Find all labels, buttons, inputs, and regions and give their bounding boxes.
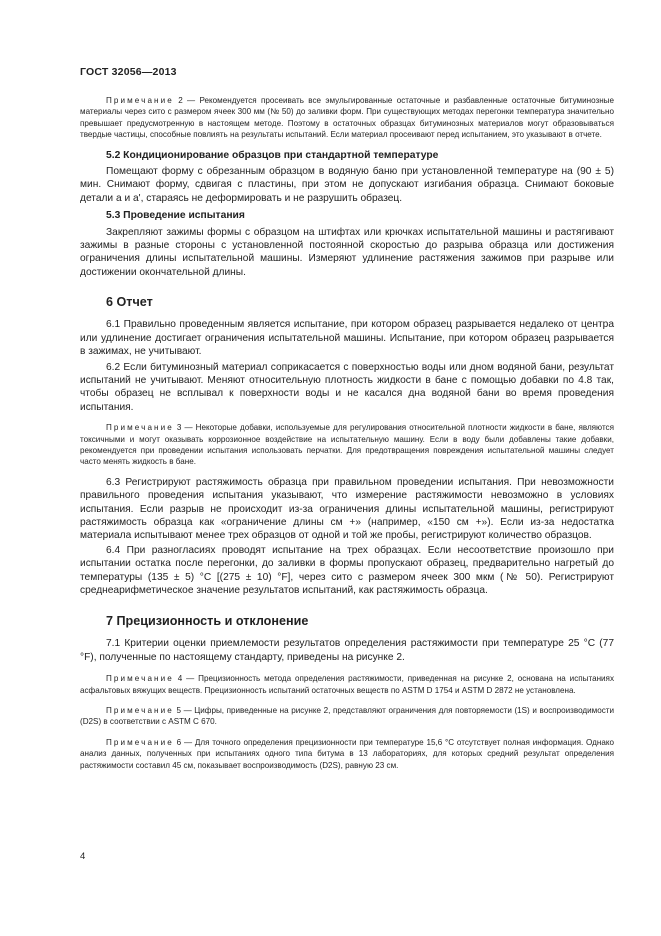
paragraph-5-3: Закрепляют зажимы формы с образцом на штифтах или крючках испытательной машины и растягивают зажимы в разные стороны с установленной постоянной скоростью до разрыва образца или достижения ограничения длины испытательной машины. Измеряют удлинение растяжения зажимов при разрыве или достижении окончательной длины. [80,226,614,278]
note-label: Примечание [106,96,174,105]
subsection-heading-5-2: 5.2 Кондиционирование образцов при стандартной температуре [106,149,439,161]
note-6 [80,737,614,771]
section-heading-6: 6 Отчет [106,295,153,310]
note-5 [80,705,614,728]
note-text: 4 — Прецизионность метода определения растяжимости, приведенная на рисунке 2, основана на испытаниях асфальтовых вяжущих веществ. Прецизионность испытаний остаточных веществ по ASTM D 1754 и ASTM D 2872 не установлена. [80,674,614,695]
note-text: 3 — Некоторые добавки, используемые для регулирования относительной плотности жидкости в бане, являются токсичными и могут оказывать коррозионное воздействие на испытательную машину. Если в воду были добавлены такие добавки, рекомендуется при проведении испытания использовать перчатки. Для предотвращения повреждения испытательной машины следует часто менять жидкость в бане. [80,423,614,467]
paragraph-6-3: 6.3 Регистрируют растяжимость образца при правильном проведении испытания. При невозможности правильного проведения испытания указывают, что измерение растяжимости невозможно в условиях испытания. Если разрыв не происходит из-за ограничения длины испытательной машины, регистрируют растяжимость образца как «ограничение длины см +» (например, «150 см +»). Если из-за недостатка материала испытывают менее трех образцов от одной и той же пробы, регистрируют количество образцов. [80,476,614,542]
note-4 [80,673,614,696]
section-heading-7: 7 Прецизионность и отклонение [106,614,309,629]
note-label: Примечание [106,737,174,747]
page-content [80,95,614,771]
note-3 [80,422,614,468]
note-2 [80,95,614,141]
subsection-heading-5-3: 5.3 Проведение испытания [106,210,245,222]
paragraph-6-2: 6.2 Если битуминозный материал соприкасается с поверхностью воды или дном водяной бани, результат испытаний не учитывают. Меняют относительную плотность жидкости в бане с помощью добавки по 4.8 так, чтобы образец не всплывал к поверхности воды и не касался дна водяной бани во время проведения испытания. [80,361,614,413]
paragraph-7-1: 7.1 Критерии оценки приемлемости результатов определения растяжимости при температуре 25 °С (77 °F), полученные по настоящему стандарту, приведены на рисунке 2. [80,638,614,663]
paragraph-6-4: 6.4 При разногласиях проводят испытание на трех образцах. Если несоответствие произошло при испытании остатка после перегонки, до заливки в формы пропускают образец, предварительно нагретый до температуры (135 ± 5) °С [(275 ± 10) °F], через сито с размером ячеек 300 мкм (№ 50). Регистрируют среднеарифметическое значение результатов испытаний, как растяжимость образца. [80,544,614,596]
note-text: 6 — Для точного определения прецизионности при температуре 15,6 °С отсутствует полная информация. Однако анализ данных, полученных при испытаниях одного типа битума в 13 лабораториях, для которых средний результат определения растяжимости составил 45 см, показывает воспроизводимость (D2S), равную 23 см. [80,737,614,770]
note-label: Примечание [106,674,174,684]
document-header: ГОСТ 32056—2013 [80,66,177,78]
note-label: Примечание [106,706,174,716]
page-number: 4 [80,851,86,862]
note-text: 2 — Рекомендуется просеивать все эмульгированные остаточные и разбавленные остаточные битуминозные материалы через сито с размером ячеек 300 мм (№ 50) до заливки форм. При существующих методах перегонки температура значительно превышает предусмотренную в настоящем методе. Поэтому в остаточных образцах битуминозных материалов могут образовываться твердые частицы, способные повлиять на результаты испытаний. Если материал просеивают перед испытанием, это указывают в отчете. [80,96,614,140]
paragraph-5-2: Помещают форму с обрезанным образцом в водяную баню при установленной температуре на (90 ± 5) мин. Снимают форму, сдвигая с пластины, при этом не допускают изгибания образца. Снимают боковые детали a и a', стараясь не деформировать и не разрушить образец. [80,166,614,204]
note-text: 5 — Цифры, приведенные на рисунке 2, представляют ограничения для повторяемости (1S) и воспроизводимости (D2S) в соответствии с ASTM C 670. [80,706,614,727]
note-label: Примечание [106,423,174,433]
paragraph-6-1: 6.1 Правильно проведенным является испытание, при котором образец разрывается недалеко от центра или удлинение достигает ограничения испытательной машины. Испытание, при котором образец разрывается в зажимах, не учитывают. [80,319,614,358]
